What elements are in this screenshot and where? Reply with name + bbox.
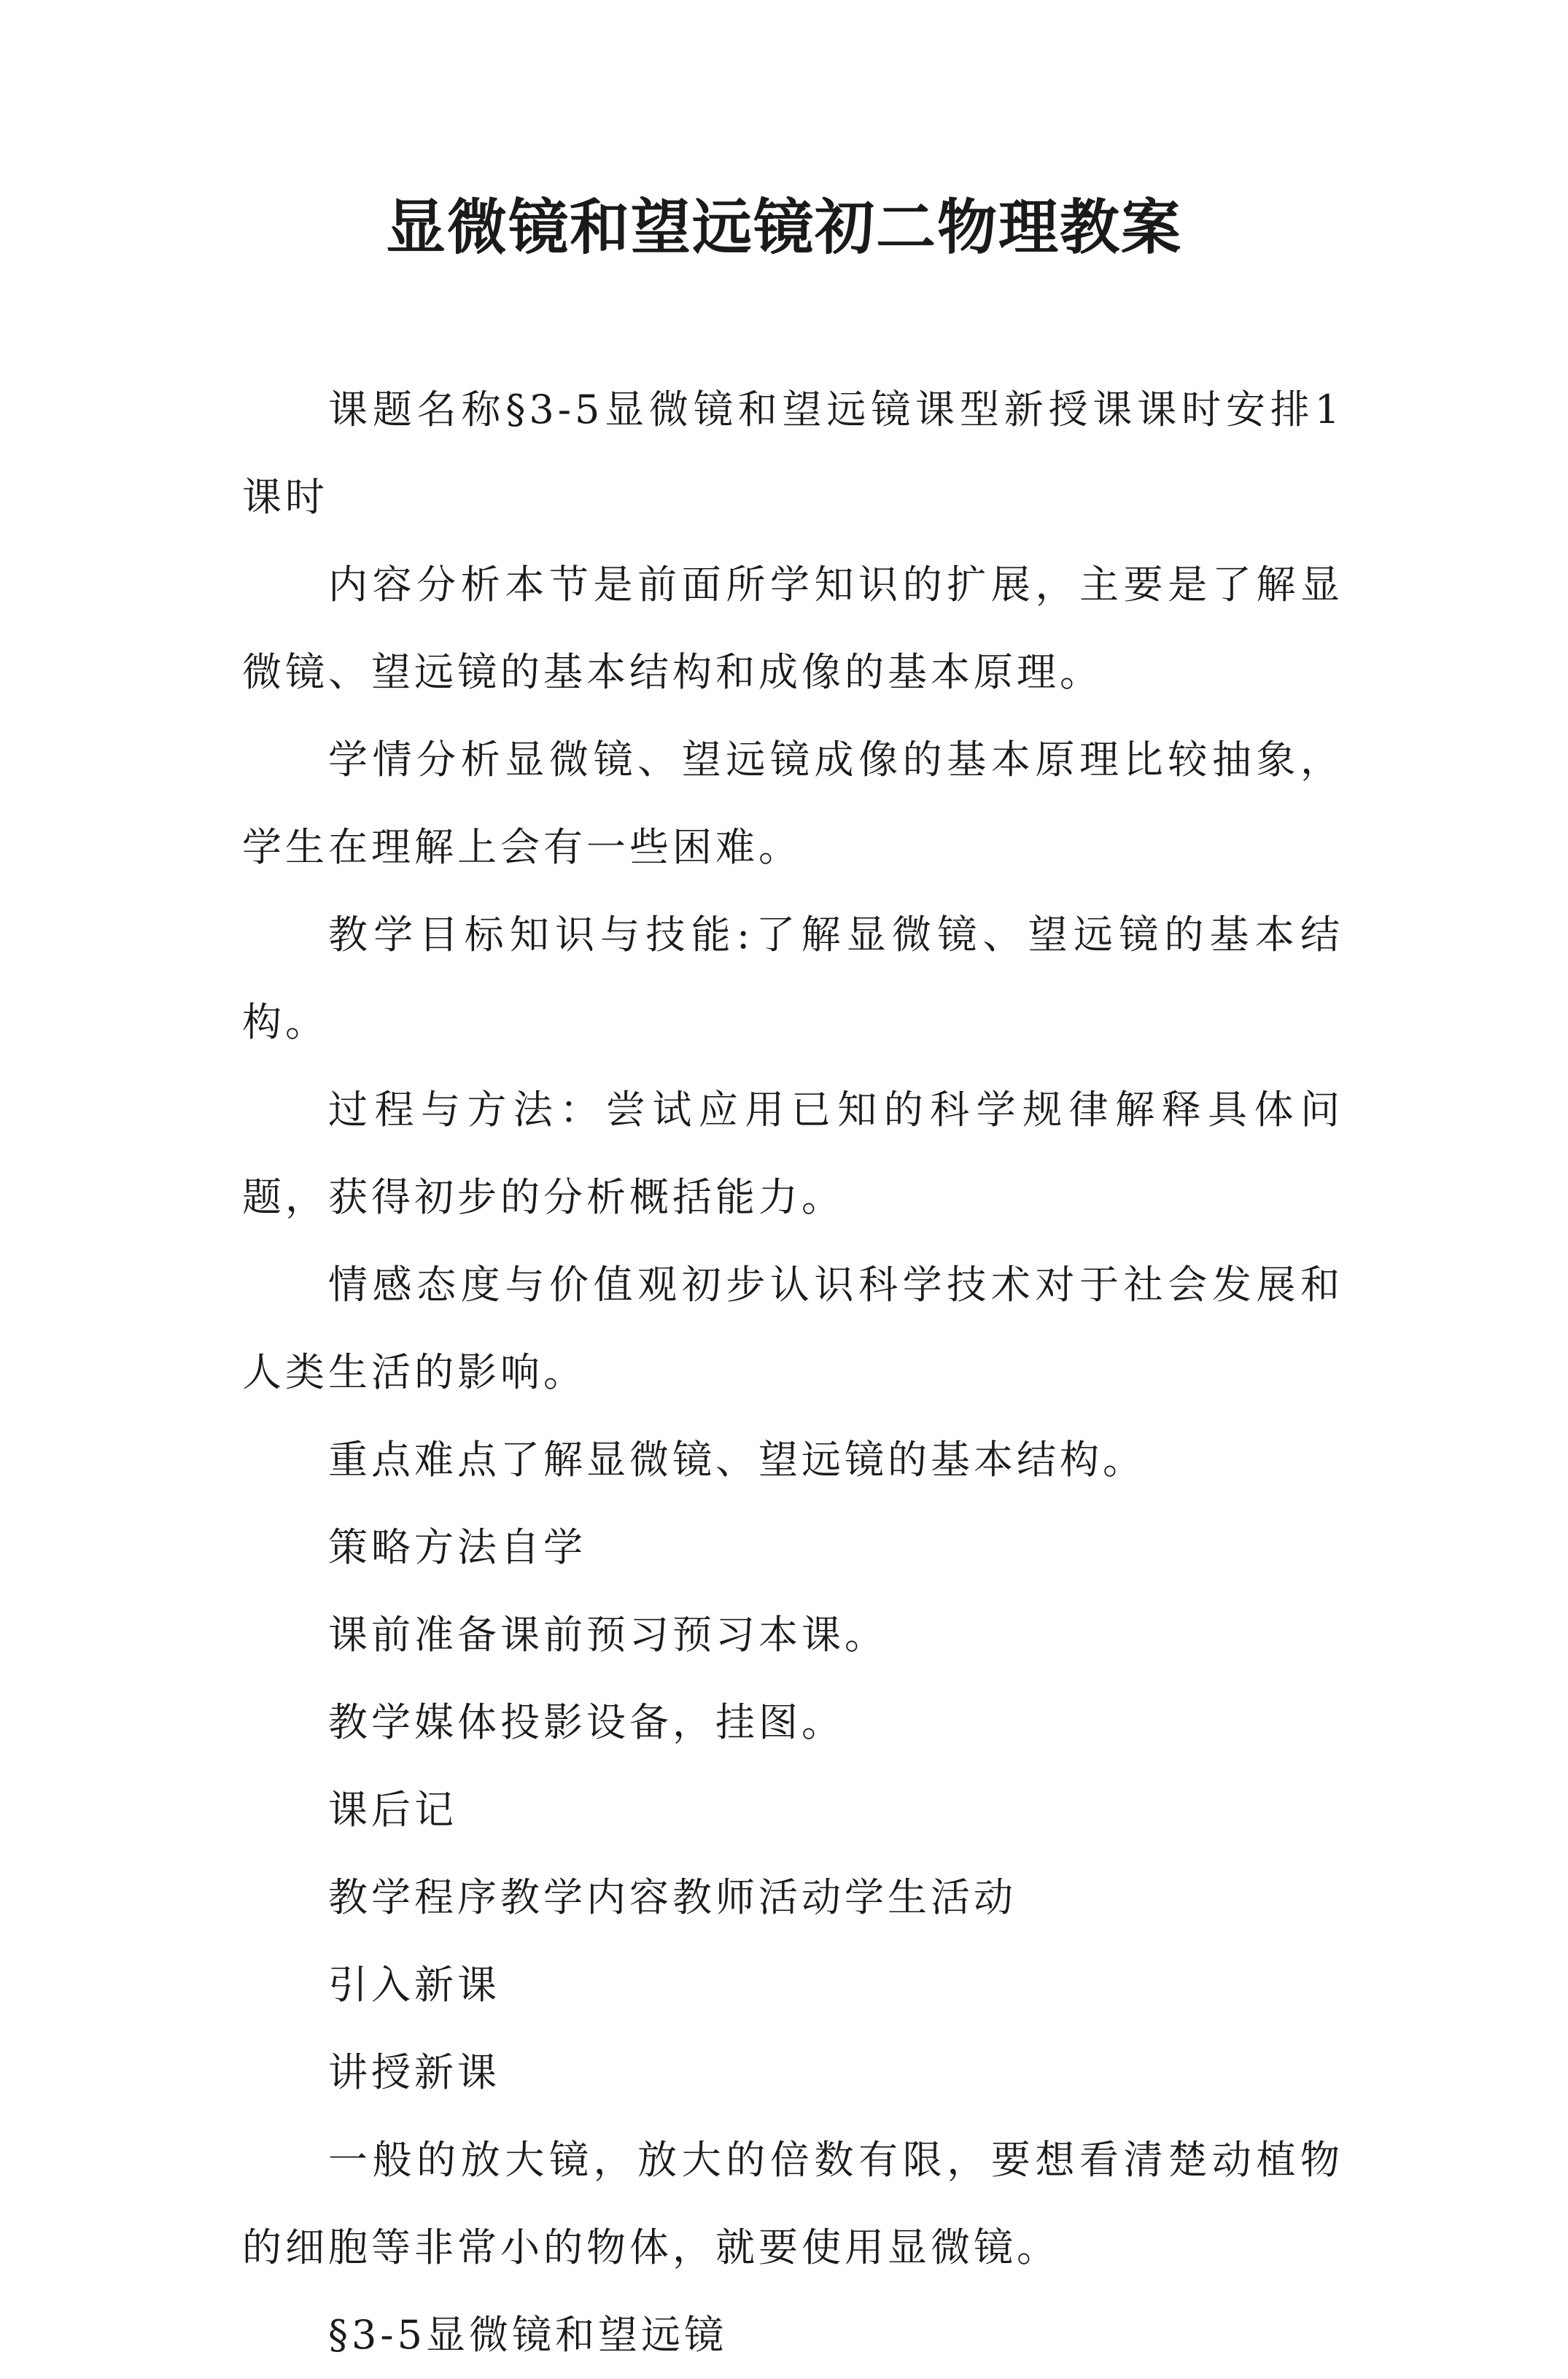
paragraph-notes: 课后记: [328, 1787, 457, 1833]
paragraph-section-heading: §3-5显微镜和望远镜: [328, 2312, 727, 2358]
paragraph-process-method: 过程与方法：尝试应用已知的科学规律解释具体问题，获得初步的分析概括能力。: [242, 1087, 1343, 1220]
paragraph-strategy: 策略方法自学: [328, 1524, 586, 1570]
paragraph-student-analysis: 学情分析显微镜、望远镜成像的基本原理比较抽象，学生在理解上会有一些困难。: [242, 737, 1343, 870]
paragraph-new-lesson: 讲授新课: [328, 2049, 500, 2095]
paragraph-attitude-values: 情感态度与价值观初步认识科学技术对于社会发展和人类生活的影响。: [242, 1262, 1343, 1395]
paragraph-magnifier: 一般的放大镜，放大的倍数有限，要想看清楚动植物的细胞等非常小的物体，就要使用显微镜。: [242, 2137, 1343, 2270]
paragraph-key-points: 重点难点了解显微镜、望远镜的基本结构。: [328, 1437, 1146, 1483]
paragraph-lesson-info: 课题名称§3-5显微镜和望远镜课型新授课课时安排1课时: [242, 387, 1343, 520]
paragraph-content-analysis: 内容分析本节是前面所学知识的扩展，主要是了解显微镜、望远镜的基本结构和成像的基本原理。: [242, 562, 1343, 695]
paragraph-teaching-goals: 教学目标知识与技能:了解显微镜、望远镜的基本结构。: [242, 912, 1343, 1045]
document-title: 显微镜和望远镜初二物理教案: [385, 193, 1182, 263]
document-body: [242, 366, 1343, 2379]
paragraph-procedure: 教学程序教学内容教师活动学生活动: [328, 1874, 1017, 1920]
paragraph-introduction: 引入新课: [328, 1962, 500, 2008]
paragraph-media: 教学媒体投影设备，挂图。: [328, 1699, 845, 1745]
paragraph-preparation: 课前准备课前预习预习本课。: [328, 1612, 888, 1658]
